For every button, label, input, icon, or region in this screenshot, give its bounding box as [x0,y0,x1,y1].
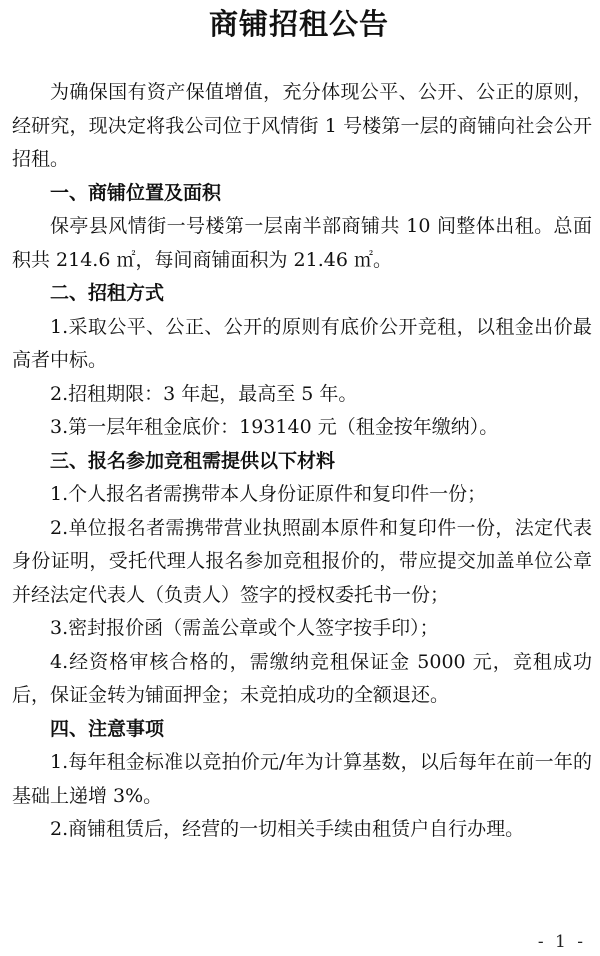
paragraph-materials-3: 3.密封报价函（需盖公章或个人签字按手印）； [50,617,439,639]
paragraph-materials-1: 1.个人报名者需携带本人身份证原件和复印件一份； [50,483,487,505]
section-heading-method: 二、招租方式 [50,282,165,304]
paragraph-materials-4: 4.经资格审核合格的，需缴纳竞租保证金 5000 元，竞租成功后，保证金转为铺面押金；未竞拍成功的全额退还。 [12,650,592,706]
paragraph-materials-2: 2.单位报名者需携带营业执照副本原件和复印件一份，法定代表身份证明，受托代理人报名参加竞租报价的，带应提交加盖单位公章并经法定代表人（负责人）签字的授权委托书一份； [12,516,592,606]
section-heading-materials: 三、报名参加竞租需提供以下材料 [50,449,336,472]
document-body [12,76,592,847]
paragraph-notes-1: 1.每年租金标准以竞拍价元/年为计算基数，以后每年在前一年的基础上递增 3%。 [12,751,592,807]
section-heading-notes: 四、注意事项 [50,717,165,740]
paragraph-method-3: 3.第一层年租金底价：193140 元（租金按年缴纳）。 [50,416,499,438]
intro-paragraph: 为确保国有资产保值增值，充分体现公平、公开、公正的原则，经研究，现决定将我公司位于风情街 1 号楼第一层的商铺向社会公开招租。 [12,81,592,170]
document-title: 商铺招租公告 [208,7,389,41]
section-heading-location: 一、商铺位置及面积 [50,181,222,204]
paragraph-method-1: 1.采取公平、公正、公开的原则有底价公开竞租，以租金出价最高者中标。 [12,315,592,371]
paragraph-location-area: 保亭县风情街一号楼第一层南半部商铺共 10 间整体出租。总面积共 214.6 ㎡，每间商铺面积为 21.46 ㎡。 [12,215,592,271]
page-number: - 1 - [537,932,586,952]
paragraph-notes-2: 2.商铺租赁后，经营的一切相关手续由租赁户自行办理。 [50,818,525,840]
paragraph-method-2: 2.招租期限：3 年起，最高至 5 年。 [50,382,358,405]
